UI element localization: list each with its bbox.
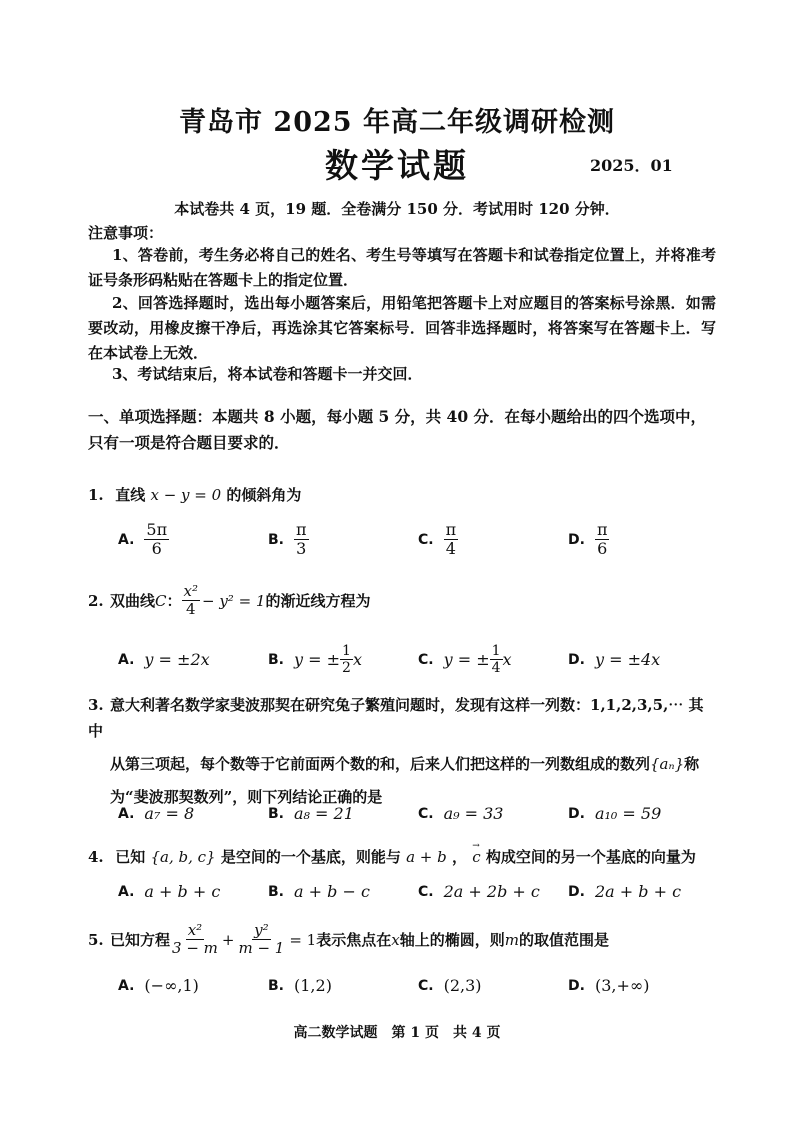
option-label: B. <box>268 531 284 548</box>
question-text: 从第三项起，每个数等于它前面两个数的和，后来人们把这样的一列数组成的数列 <box>110 755 651 773</box>
math-expression: x − y = 0 <box>150 486 222 504</box>
option-expression: a₈ = 21 <box>294 804 354 823</box>
option-a[interactable] <box>118 521 268 559</box>
option-expression: y = ±4x <box>594 650 661 670</box>
option-label: C. <box>418 651 434 668</box>
option-label: D. <box>568 805 585 822</box>
denominator: 3 <box>296 539 307 559</box>
option-expression-suffix: x <box>502 650 512 670</box>
option-label: C. <box>418 883 434 900</box>
option-b[interactable] <box>268 643 418 676</box>
option-label: A. <box>118 883 135 900</box>
option-expression: (−∞,1) <box>144 976 199 995</box>
vector-c: → c <box>472 844 480 870</box>
question-text: 构成空间的另一个基底的向量为 <box>485 848 696 866</box>
option-expression: 2a + 2b + c <box>443 882 540 901</box>
option-label: C. <box>418 977 434 994</box>
fraction <box>340 643 353 676</box>
question-4 <box>88 844 718 870</box>
plus-sign: + <box>221 930 235 949</box>
fraction <box>170 922 220 958</box>
equals-expression: = 1 <box>289 930 317 949</box>
math-variable: m <box>504 930 519 949</box>
option-label: C. <box>418 531 434 548</box>
option-expression: a₁₀ = 59 <box>594 804 662 823</box>
fraction <box>595 521 610 559</box>
exam-title: 青岛市 2025 年高二年级调研检测 <box>179 107 615 138</box>
option-expression-suffix: x <box>352 650 362 670</box>
question-text: 的渐近线方程为 <box>265 591 371 610</box>
option-label: D. <box>568 883 585 900</box>
option-expression-prefix: y = ± <box>443 650 490 670</box>
numerator: π <box>445 520 457 539</box>
option-expression: 2a + b + c <box>594 882 682 901</box>
option-expression: a + b + c <box>144 882 221 901</box>
option-label: B. <box>268 977 284 994</box>
option-a[interactable] <box>118 976 268 995</box>
denominator: 2 <box>342 660 351 677</box>
question-text: 的取值范围是 <box>518 930 609 949</box>
option-expression: a₉ = 33 <box>443 804 504 823</box>
option-c[interactable] <box>418 643 568 676</box>
question-2-options <box>118 643 718 676</box>
question-text: 为“斐波那契数列”，则下列结论正确的是 <box>110 788 383 806</box>
option-label: D. <box>568 531 585 548</box>
page-footer: 高二数学试题 第 1 页 共 4 页 <box>293 1025 501 1041</box>
denominator: 6 <box>151 539 162 559</box>
option-expression: a₇ = 8 <box>144 804 195 823</box>
numerator: x² <box>183 582 198 600</box>
math-variable: x <box>391 930 400 949</box>
denominator: 4 <box>445 539 456 559</box>
question-1 <box>88 482 718 508</box>
denominator: 4 <box>185 600 196 619</box>
denominator: 4 <box>491 660 501 677</box>
question-number: 2. <box>88 591 104 610</box>
option-label: C. <box>418 805 434 822</box>
option-c[interactable] <box>418 521 568 559</box>
note-item-1: 1、答卷前，考生务必将自己的姓名、考生号等填写在答题卡和试卷指定位置上，并将准考证号条形码粘贴在答题卡上的指定位置． <box>88 246 716 289</box>
question-2 <box>88 583 718 619</box>
question-5-options <box>118 976 718 995</box>
fraction <box>490 643 503 676</box>
colon: ： <box>166 591 182 610</box>
note-item-2: 2、回答选择题时，选出每小题答案后，用铅笔把答题卡上对应题目的答案标号涂黑．如需要改动，用橡皮擦干净后，再选涂其它答案标号．回答非选择题时，将答案写在答题卡上．写在本试卷上无效． <box>88 294 716 362</box>
question-text: 表示焦点在 <box>316 930 392 949</box>
option-c[interactable] <box>418 976 568 995</box>
option-label: A. <box>118 805 135 822</box>
option-label: A. <box>118 651 135 668</box>
option-b[interactable] <box>268 804 418 823</box>
punctuation: ， <box>451 848 467 866</box>
option-c[interactable] <box>418 882 568 901</box>
option-b[interactable] <box>268 882 418 901</box>
math-expression: {aₙ} <box>650 755 685 773</box>
option-a[interactable] <box>118 643 268 676</box>
numerator: π <box>296 520 307 539</box>
question-3 <box>88 692 718 810</box>
math-expression: − y² = 1 <box>202 591 266 610</box>
question-text: 是空间的一个基底，则能与 <box>220 848 401 866</box>
option-b[interactable] <box>268 976 418 995</box>
numerator: 1 <box>491 643 501 659</box>
numerator: y² <box>254 921 269 939</box>
section-1-title: 一、单项选择题：本题共 8 小题，每小题 5 分，共 40 分．在每小题给出的四个选项中，只有一项是符合题目要求的． <box>88 407 707 452</box>
option-a[interactable] <box>118 804 268 823</box>
option-d[interactable] <box>568 804 718 823</box>
question-3-options <box>118 804 718 823</box>
option-label: A. <box>118 531 135 548</box>
option-expression: (3,+∞) <box>594 976 650 995</box>
fraction <box>144 521 169 559</box>
denominator: 3 − m <box>172 939 218 958</box>
denominator: m − 1 <box>238 939 285 958</box>
option-label: B. <box>268 651 284 668</box>
option-label: B. <box>268 805 284 822</box>
option-expression: a + b − c <box>294 882 370 901</box>
question-text: 双曲线 <box>110 591 156 610</box>
option-expression: (2,3) <box>443 976 482 995</box>
question-number: 4. <box>88 848 104 866</box>
notes-heading: 注意事项： <box>88 224 164 242</box>
option-label: A. <box>118 977 135 994</box>
question-number: 1. <box>88 486 104 504</box>
question-number: 3. <box>88 696 104 714</box>
subject-title: 数学试题 <box>325 146 469 185</box>
option-b[interactable] <box>268 521 418 559</box>
option-expression-prefix: y = ± <box>294 650 341 670</box>
option-d[interactable] <box>568 521 718 559</box>
option-a[interactable] <box>118 882 268 901</box>
exam-date: 2025．01 <box>590 156 673 175</box>
option-d[interactable] <box>568 643 718 676</box>
option-d[interactable] <box>568 882 718 901</box>
fraction <box>294 521 309 559</box>
question-5 <box>88 922 718 958</box>
fraction <box>444 521 459 559</box>
exam-info: 本试卷共 4 页，19 题．全卷满分 150 分．考试用时 120 分钟． <box>174 200 620 218</box>
denominator: 6 <box>597 539 608 559</box>
option-d[interactable] <box>568 976 718 995</box>
question-4-options <box>118 882 718 901</box>
option-label: B. <box>268 883 284 900</box>
numerator: x² <box>187 921 203 939</box>
note-item-3: 3、考试结束后，将本试卷和答题卡一并交回． <box>112 365 423 383</box>
question-text: 称 <box>684 755 700 773</box>
question-1-options <box>118 521 718 559</box>
question-text: 已知 <box>115 848 146 866</box>
numerator: π <box>596 520 608 539</box>
fraction <box>182 583 200 619</box>
option-label: D. <box>568 651 585 668</box>
question-text: 直线 <box>115 486 146 504</box>
vector-sum: a + b <box>406 848 447 866</box>
option-expression: (1,2) <box>294 976 332 995</box>
question-number: 5. <box>88 930 104 949</box>
option-c[interactable] <box>418 804 568 823</box>
fraction <box>236 922 286 958</box>
basis-expression: {a, b, c} <box>150 848 216 866</box>
math-variable: C <box>155 591 167 610</box>
numerator: 5π <box>146 520 168 539</box>
numerator: 1 <box>342 643 351 659</box>
question-text: 已知方程 <box>110 930 171 949</box>
question-text: 的倾斜角为 <box>226 486 302 504</box>
question-text: 轴上的椭圆，则 <box>399 930 505 949</box>
question-text: 意大利著名数学家斐波那契在研究兔子繁殖问题时，发现有这样一列数：1,1,2,3,5,⋯ 其中 <box>88 696 704 740</box>
option-expression: y = ±2x <box>144 650 210 670</box>
option-label: D. <box>568 977 585 994</box>
